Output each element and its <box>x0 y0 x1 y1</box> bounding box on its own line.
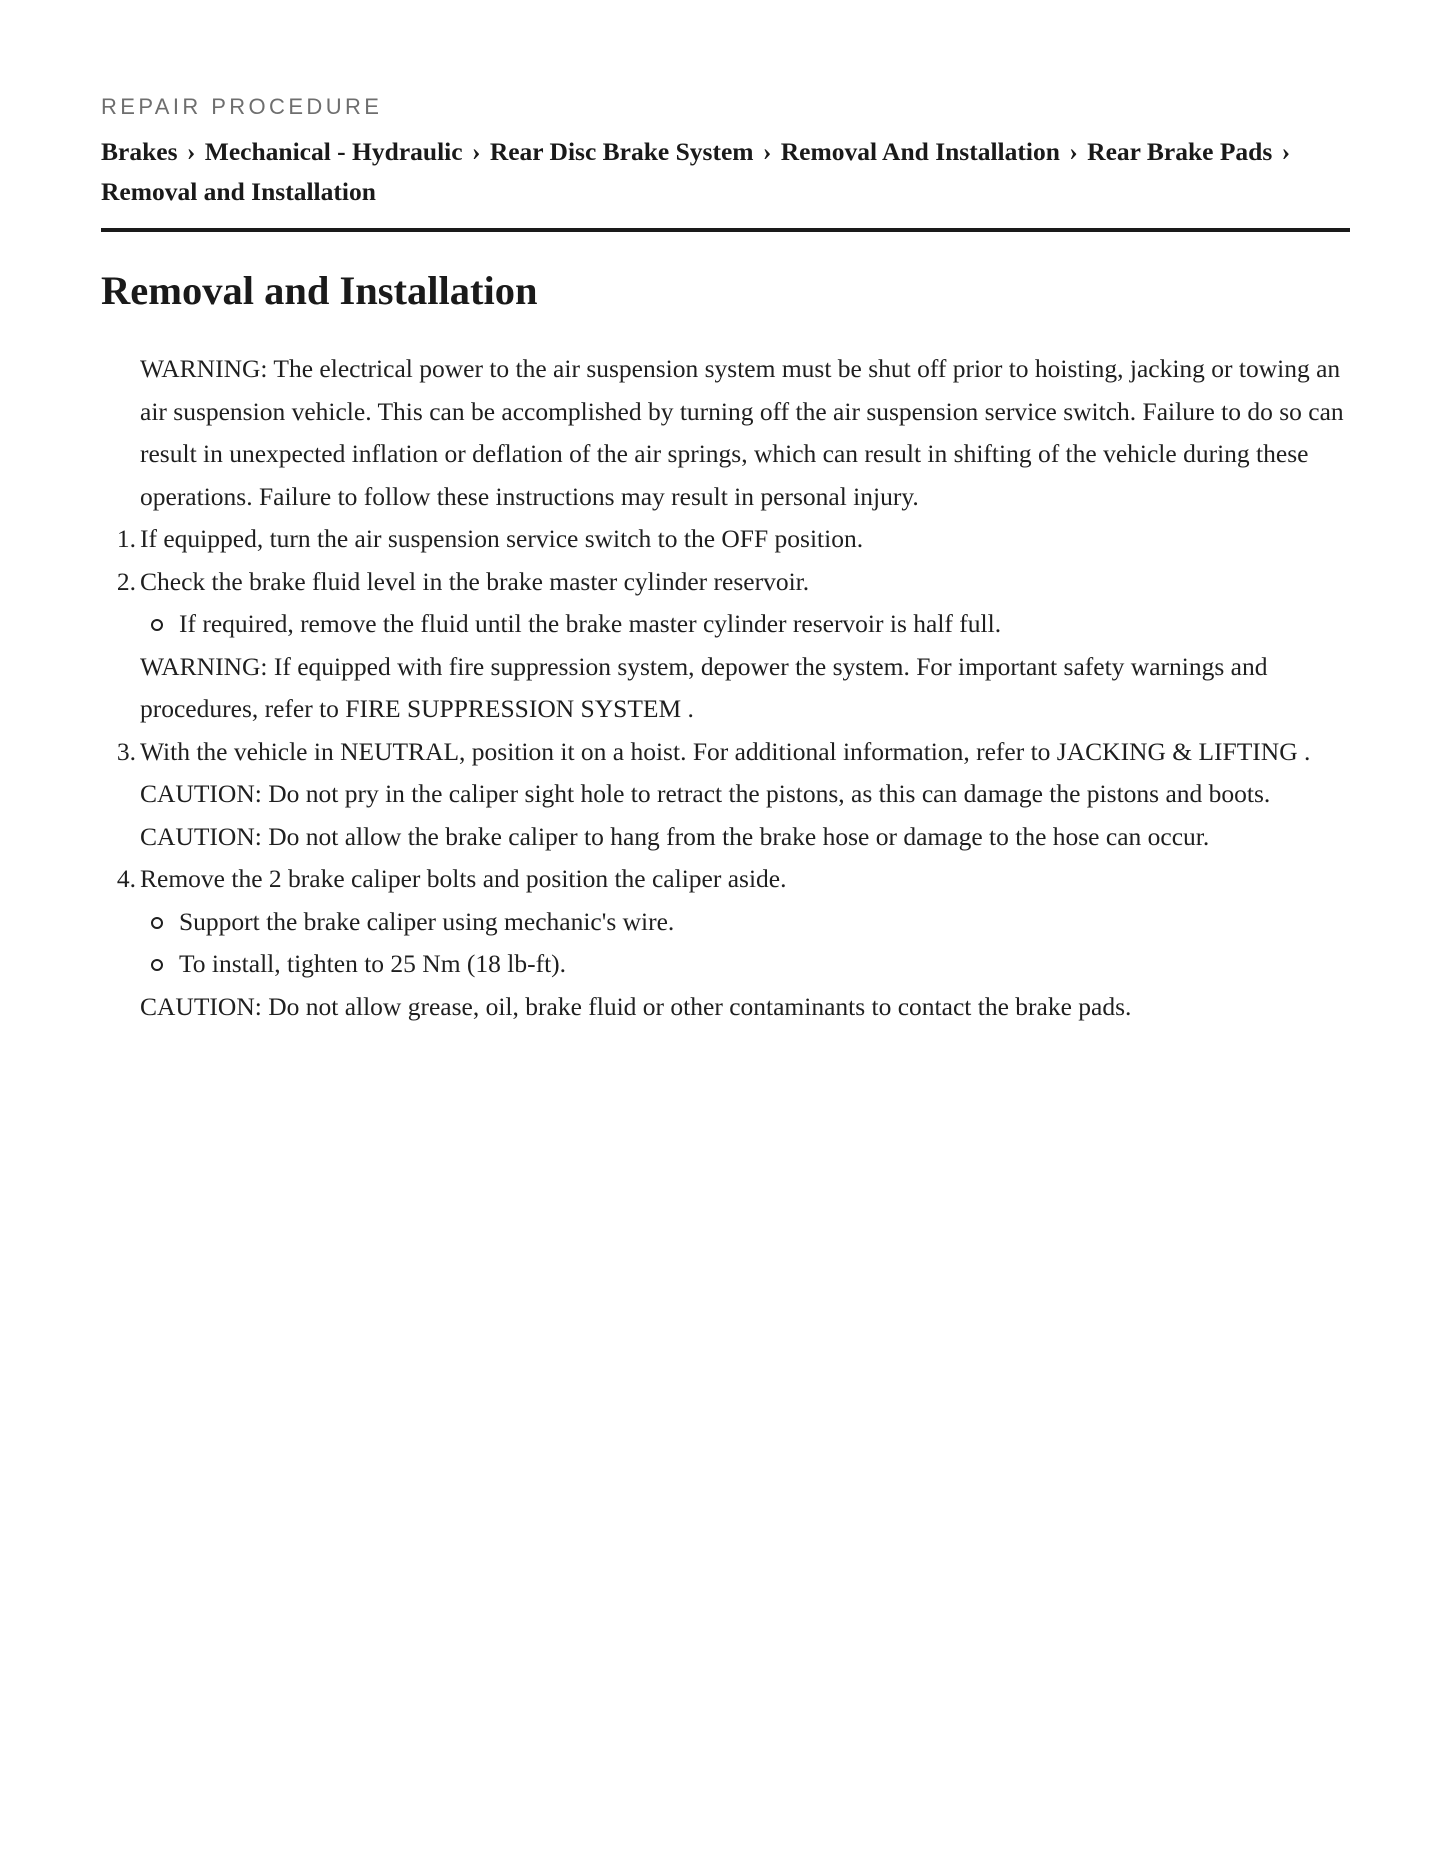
breadcrumb-item[interactable]: Rear Brake Pads <box>1087 137 1273 166</box>
breadcrumb-separator: › <box>1069 137 1078 166</box>
procedure-step <box>116 731 1351 774</box>
step-text: Remove the 2 brake caliper bolts and position the caliper aside. <box>140 864 787 893</box>
step-substep <box>179 603 1351 646</box>
breadcrumb <box>101 132 1351 212</box>
step-text: If equipped, turn the air suspension service switch to the OFF position. <box>140 524 864 553</box>
page <box>101 92 1351 1028</box>
header-divider <box>101 228 1350 232</box>
caution-note: CAUTION: Do not pry in the caliper sight hole to retract the pistons, as this can damage the pistons and boots. <box>140 779 1271 808</box>
caution-note: CAUTION: Do not allow grease, oil, brake fluid or other contaminants to contact the brake pads. <box>140 991 1132 1021</box>
breadcrumb-item[interactable]: Rear Disc Brake System <box>489 137 754 166</box>
hollow-bullet-icon <box>151 619 163 631</box>
step-substep <box>179 943 1351 986</box>
breadcrumb-separator: › <box>1281 137 1291 166</box>
breadcrumb-item[interactable]: Mechanical - Hydraulic <box>204 137 463 166</box>
page-title: Removal and Installation <box>101 268 538 313</box>
step-substep <box>179 901 1351 944</box>
hollow-bullet-icon <box>151 959 163 971</box>
step-number: 3. <box>116 736 136 766</box>
breadcrumb-separator: › <box>762 137 772 166</box>
step-number: 2. <box>116 566 136 596</box>
procedure-body <box>116 348 1351 1028</box>
procedure-step <box>116 518 1351 561</box>
breadcrumb-item[interactable]: Brakes <box>101 137 178 166</box>
section-kicker: REPAIR PROCEDURE <box>101 94 383 119</box>
procedure-step <box>116 561 1351 604</box>
substep-text: Support the brake caliper using mechanic's wire. <box>179 906 675 936</box>
warning-note: WARNING: If equipped with fire suppression system, depower the system. For important safety warnings and procedures, refer to FIRE SUPPRESSION SYSTEM . <box>140 651 1268 723</box>
caution-note: CAUTION: Do not allow the brake caliper to hang from the brake hose or damage to the hose can occur. <box>140 821 1210 851</box>
procedure-step <box>116 858 1351 901</box>
warning-note: WARNING: The electrical power to the air suspension system must be shut off prior to hoisting, jacking or towing an air suspension vehicle. This can be accomplished by turning off the air suspension service switch. Failure to do so can result in unexpected inflation or deflation of the air springs, which can result in shifting of the vehicle during these operations. Failure to follow these instructions may result in personal injury. <box>140 354 1344 511</box>
breadcrumb-current: Removal and Installation <box>101 177 376 206</box>
breadcrumb-item[interactable]: Removal And Installation <box>780 137 1060 166</box>
step-text: Check the brake fluid level in the brake master cylinder reservoir. <box>140 566 810 596</box>
breadcrumb-separator: › <box>186 137 196 166</box>
substep-text: To install, tighten to 25 Nm (18 lb-ft). <box>179 949 567 978</box>
step-number: 4. <box>116 864 136 893</box>
hollow-bullet-icon <box>151 917 163 929</box>
step-text: With the vehicle in NEUTRAL, position it on a hoist. For additional information, refer to JACKING & LIFTING . <box>140 736 1311 766</box>
substep-text: If required, remove the fluid until the brake master cylinder reservoir is half full. <box>179 609 1002 638</box>
step-number: 1. <box>116 524 136 553</box>
breadcrumb-separator: › <box>471 137 481 166</box>
